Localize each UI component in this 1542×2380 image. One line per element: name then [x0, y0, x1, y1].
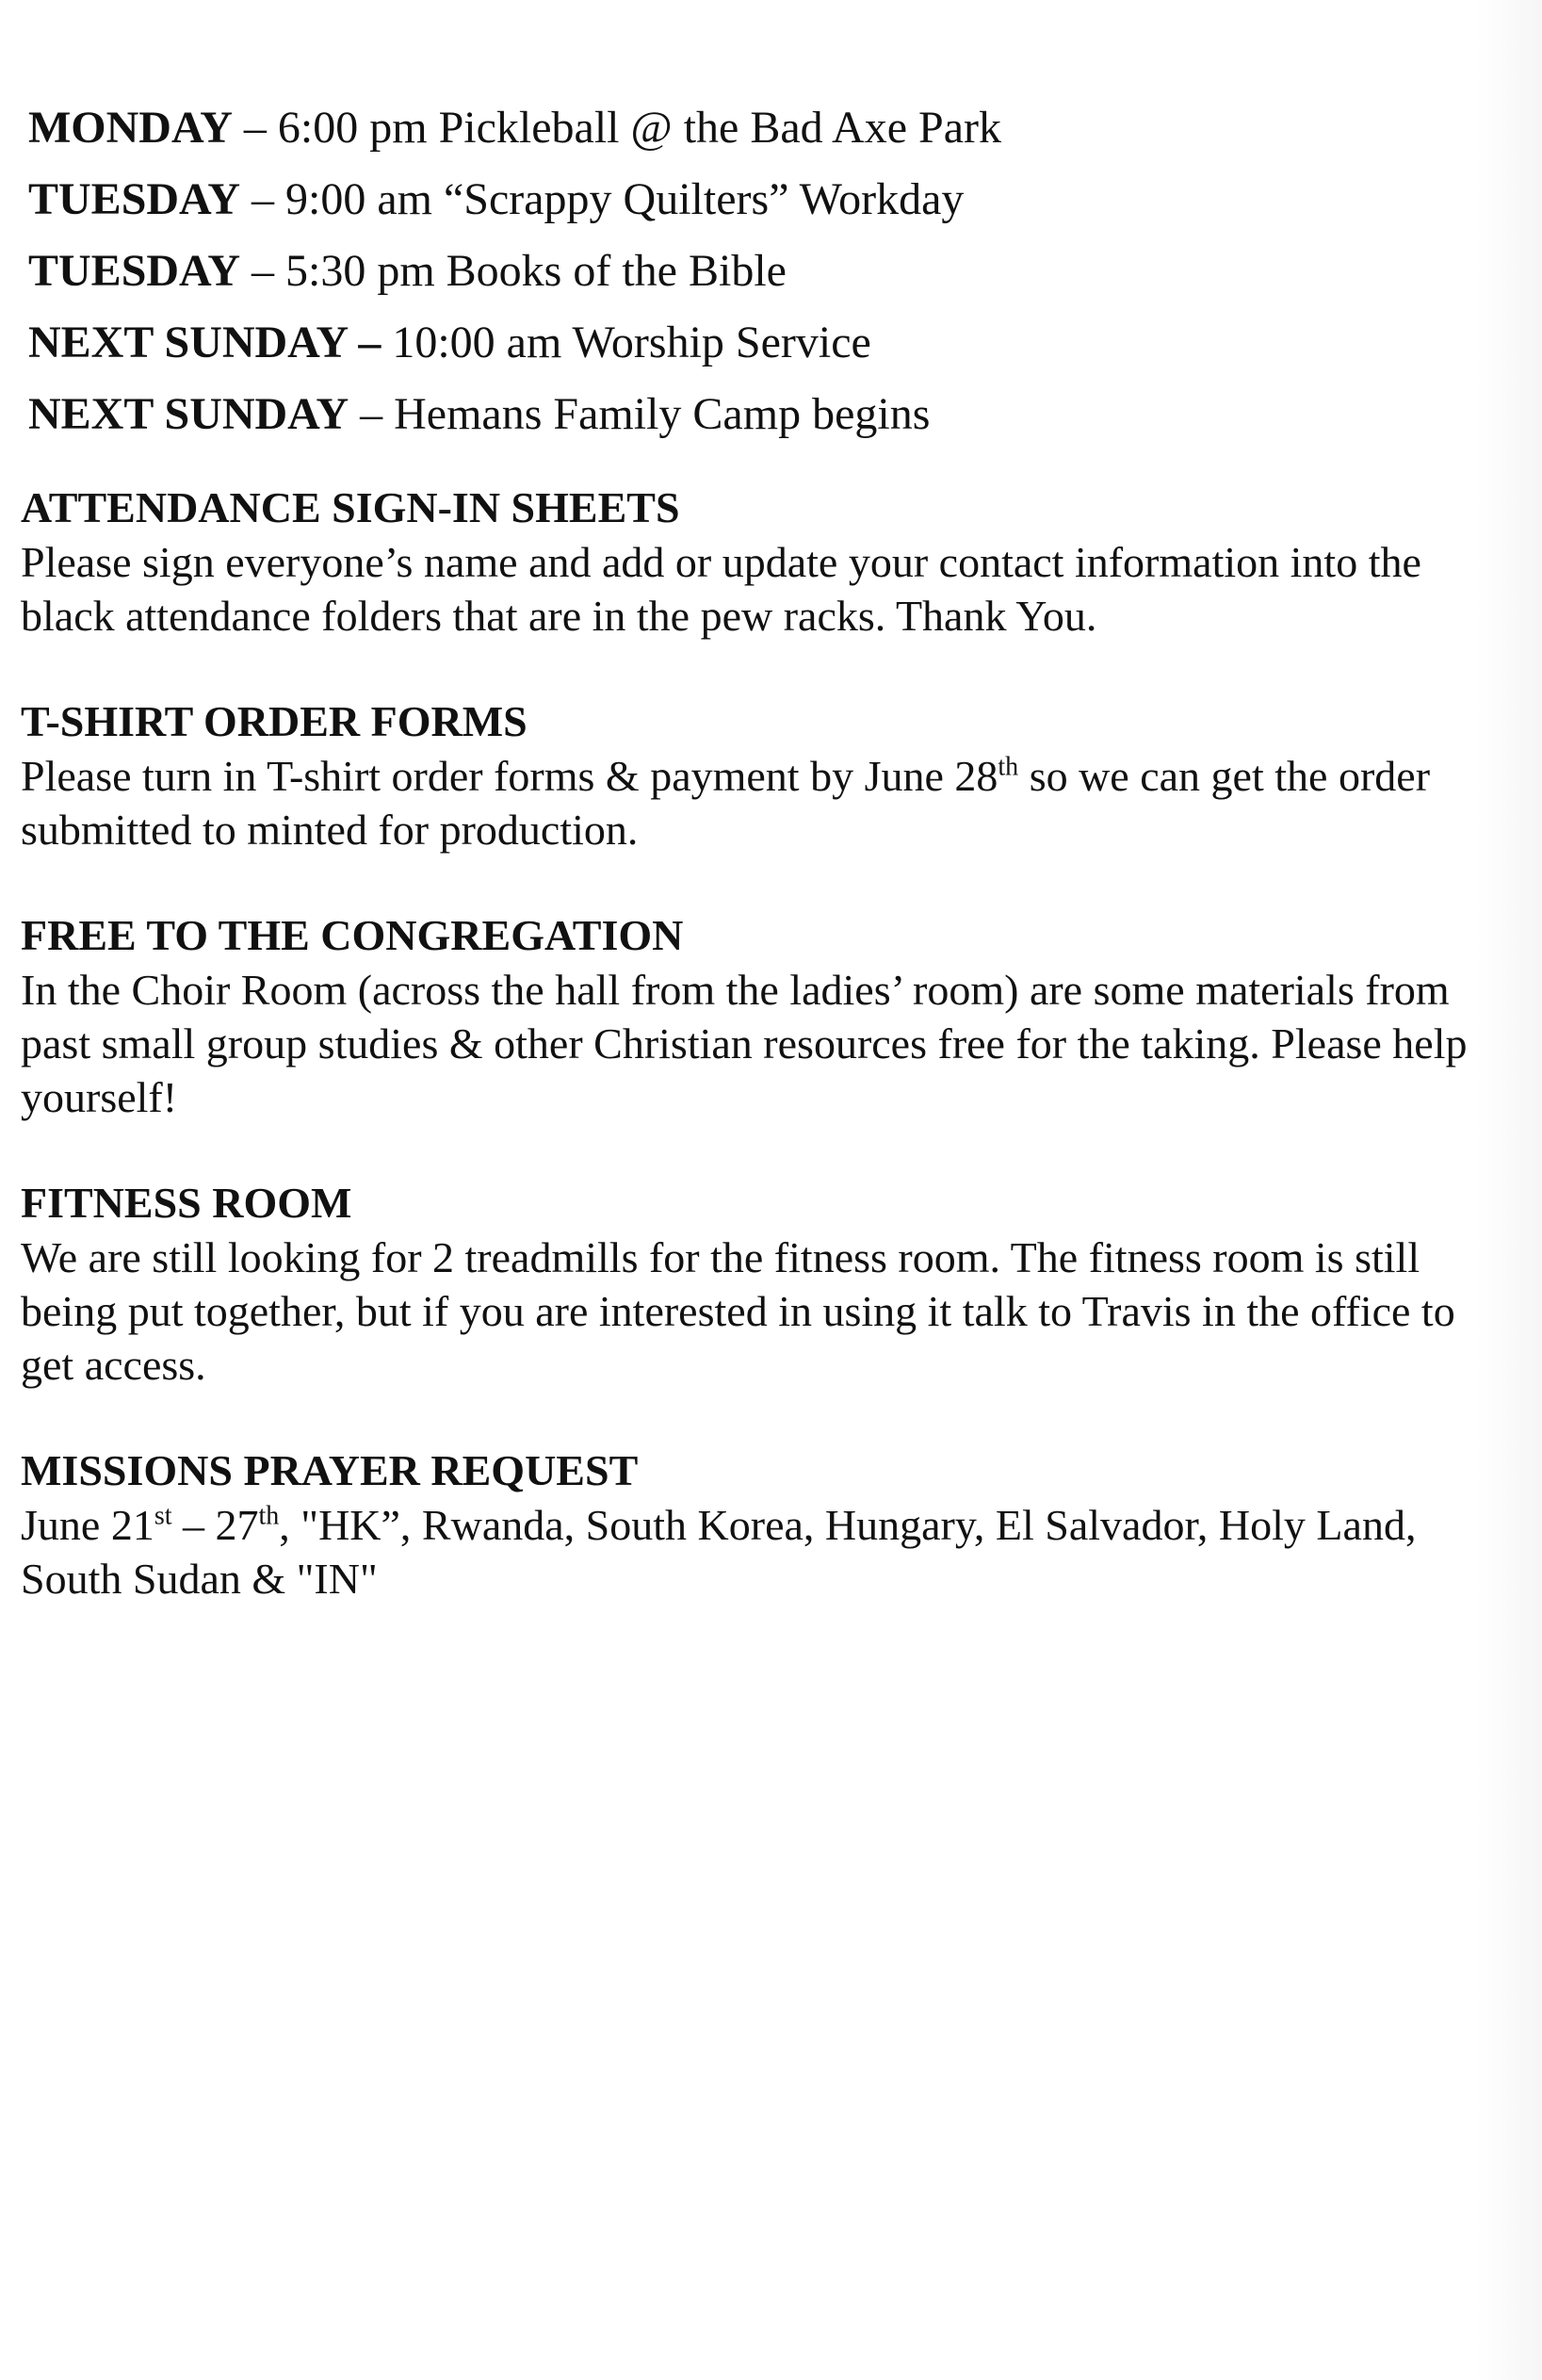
notice-text: Please turn in T-shirt order forms & payment by June 28 [21, 752, 998, 800]
schedule-day: NEXT SUNDAY [28, 389, 349, 439]
schedule-item [28, 379, 1441, 450]
schedule-detail: – 5:30 pm Books of the Bible [239, 246, 787, 296]
schedule-day: TUESDAY [28, 174, 240, 224]
notice-title: ATTENDANCE SIGN-IN SHEETS [21, 483, 680, 531]
attendance-notice [21, 481, 1471, 643]
schedule-day: MONDAY [28, 103, 233, 153]
notice-title: T-SHIRT ORDER FORMS [21, 697, 528, 745]
schedule-item [28, 307, 1441, 379]
notice-body [21, 1498, 1471, 1606]
notice-body: We are still looking for 2 treadmills for the fitness room. The fitness room is still being put together, but if you are interested in using it talk to Travis in the office to get access. [21, 1233, 1455, 1389]
schedule-item [28, 236, 1441, 307]
notice-title: FITNESS ROOM [21, 1179, 352, 1227]
notice-body [21, 749, 1471, 856]
schedule-item [28, 164, 1441, 236]
notice-text: – 27 [171, 1501, 259, 1549]
schedule-day: NEXT SUNDAY – [28, 318, 381, 367]
free-notice [21, 908, 1471, 1124]
announcements [21, 481, 1471, 1657]
schedule-item [28, 92, 1441, 164]
schedule-detail: – Hemans Family Camp begins [349, 389, 931, 439]
page-edge-shadow [1476, 0, 1542, 2380]
notice-text: June 21 [21, 1501, 154, 1549]
missions-notice [21, 1443, 1471, 1606]
notice-body: Please sign everyone’s name and add or update your contact information into the black attendance folders that are in the pew racks. Thank You. [21, 538, 1421, 640]
notice-text: , "HK”, Rwanda, South Korea, Hungary, El Salvador, Holy Land, South Sudan & "IN" [21, 1501, 1417, 1603]
ordinal-suffix: th [998, 752, 1019, 782]
schedule-day: TUESDAY [28, 246, 240, 296]
notice-body: In the Choir Room (across the hall from the ladies’ room) are some materials from past small group studies & other Christian resources free for the taking. Please help yourself! [21, 966, 1468, 1121]
ordinal-suffix: st [154, 1501, 172, 1531]
schedule-detail: 10:00 am Worship Service [381, 318, 871, 367]
fitness-notice [21, 1176, 1471, 1392]
notice-text: so we can get the order submitted to minted for production. [21, 752, 1431, 854]
weekly-schedule [28, 92, 1441, 450]
ordinal-suffix: th [258, 1501, 280, 1531]
notice-title: MISSIONS PRAYER REQUEST [21, 1446, 639, 1494]
tshirt-notice [21, 694, 1471, 856]
notice-title: FREE TO THE CONGREGATION [21, 911, 684, 959]
schedule-detail: – 9:00 am “Scrappy Quilters” Workday [239, 174, 965, 224]
schedule-detail: – 6:00 pm Pickleball @ the Bad Axe Park [232, 103, 1001, 153]
